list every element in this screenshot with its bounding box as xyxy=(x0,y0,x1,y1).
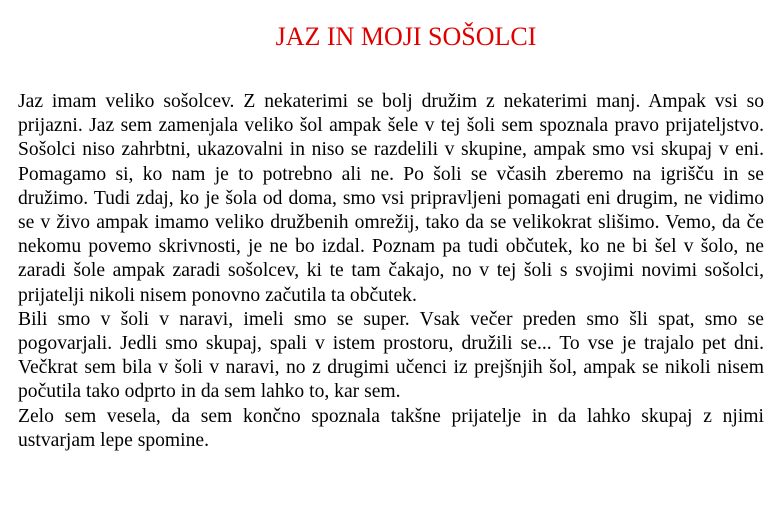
paragraph-3: Zelo sem vesela, da sem končno spoznala takšne prijatelje in da lahko skupaj z njimi ustvarjam lepe spomine. xyxy=(18,405,764,451)
document-body xyxy=(18,90,764,453)
paragraph-2: Bili smo v šoli v naravi, imeli smo se super. Vsak večer preden smo šli spat, smo se pogovarjali. Jedli smo skupaj, spali v istem prostoru, družili se... To vse je trajalo pet dni. Večkrat sem bila v šoli v naravi, no z drugimi učenci iz prejšnjih šol, ampak se nikoli nisem počutila tako odprto in da sem lahko to, kar sem. xyxy=(18,308,764,403)
paragraph-1: Jaz imam veliko sošolcev. Z nekaterimi se bolj družim z nekaterimi manj. Ampak vsi so prijazni. Jaz sem zamenjala veliko šol ampak šele v tej šoli sem spoznala pravo prijateljstvo. Sošolci niso zahrbtni, ukazovalni in niso se razdelili v skupine, ampak smo vsi skupaj v eni. Pomagamo si, ko nam je to potrebno ali ne. Po šoli se včasih zberemo na igrišču in se družimo. Tudi zdaj, ko je šola od doma, smo vsi pripravljeni pomagati eni drugim, ne vidimo se v živo ampak imamo veliko družbenih omrežij, tako da se velikokrat slišimo. Vemo, da če nekomu povemo skrivnosti, je ne bo izdal. Poznam pa tudi občutek, ko ne bi šel v šolo, ne zaradi šole ampak zaradi sošolcev, ki te tam čakajo, no v tej šoli s svojimi novimi sošolci, prijatelji nikoli nisem ponovno začutila ta občutek. xyxy=(18,91,764,306)
document-title: JAZ IN MOJI SOŠOLCI xyxy=(275,22,537,51)
